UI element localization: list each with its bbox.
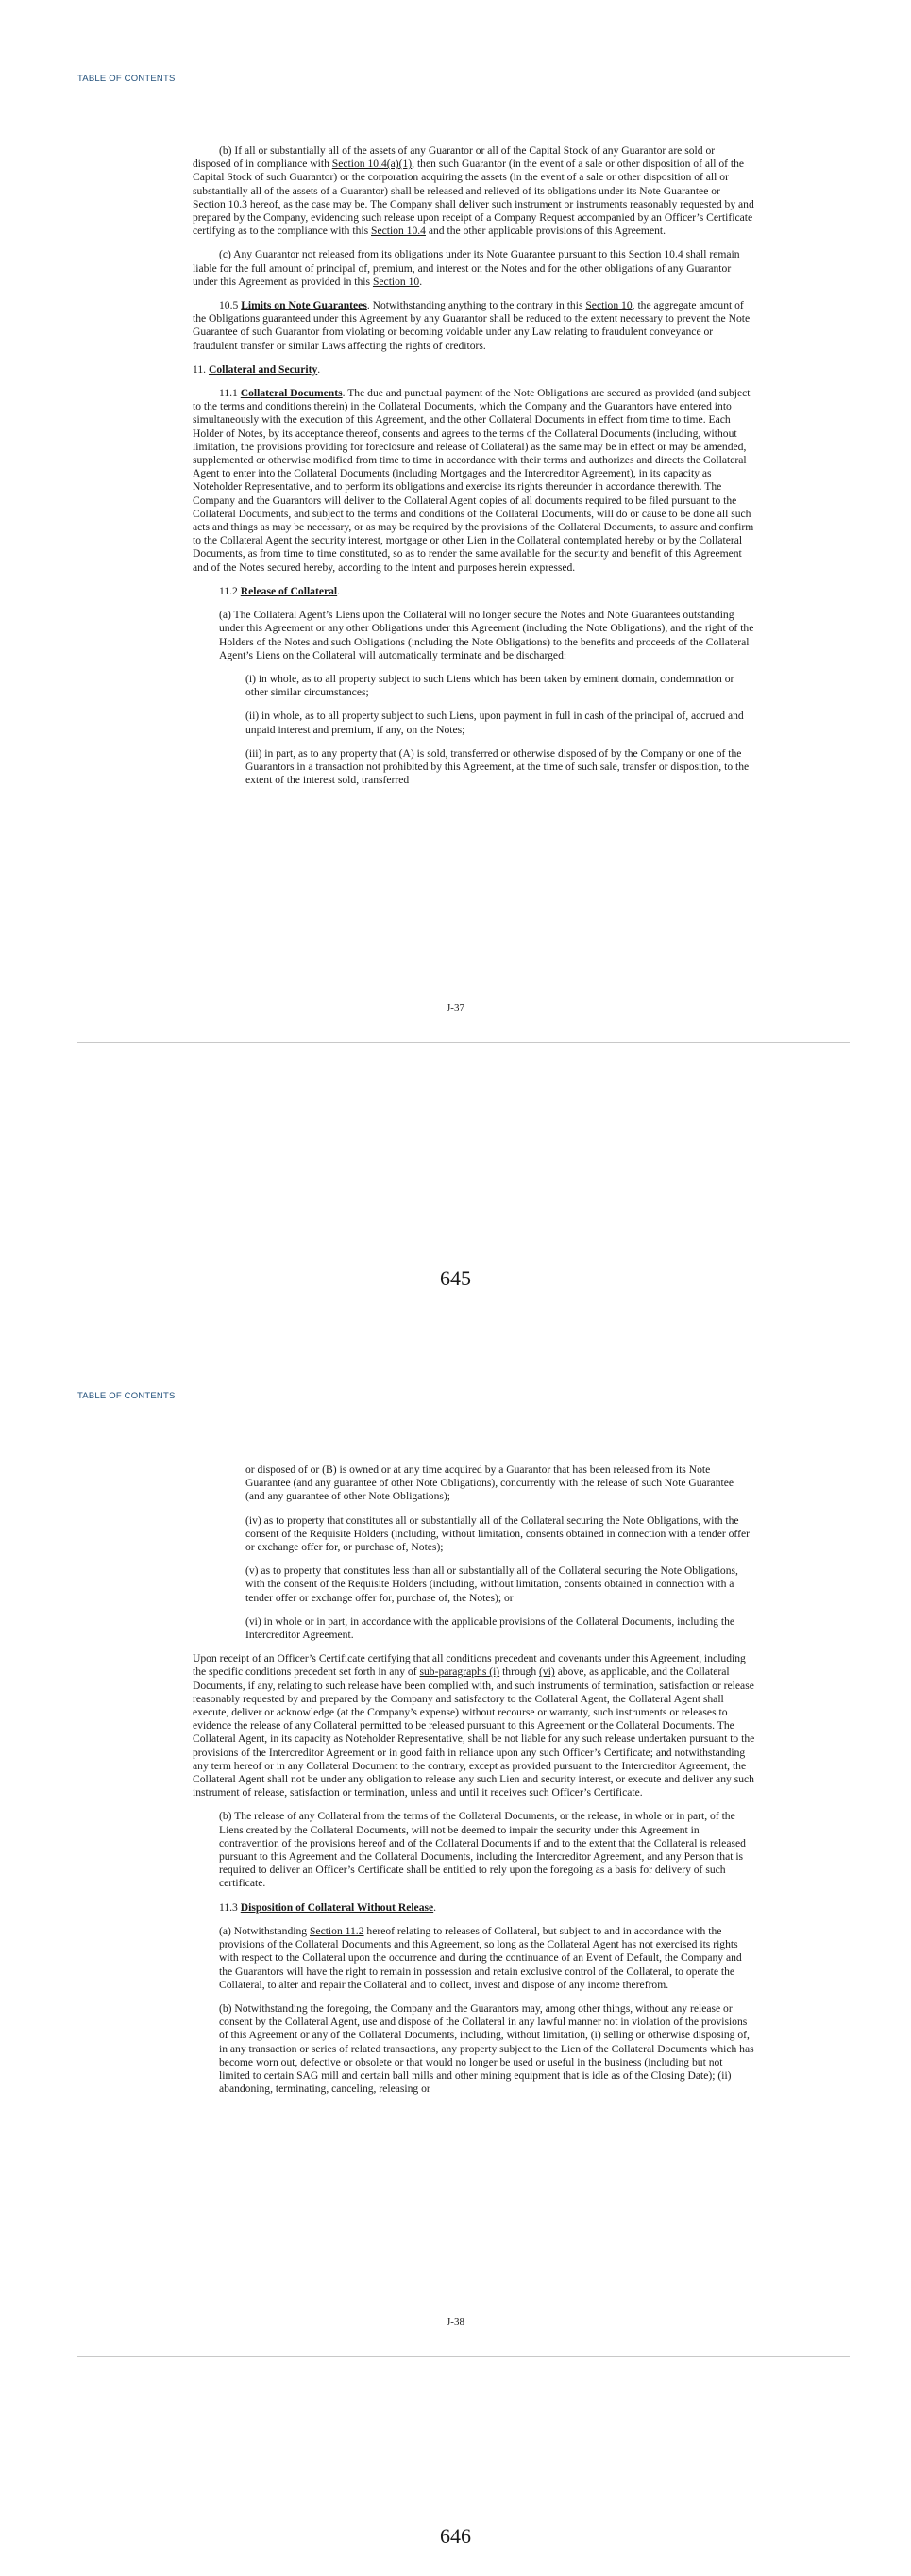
paragraph-11-3-a: (a) Notwithstanding Section 11.2 hereof relating to releases of Collateral, but subject to and in accordance with the provisions of the Collateral Documents and this Agreement, so long as the Collateral Agent has not exercised its rights with respect to the Collateral upon the occurrence and during the continuance of an Event of Default, the Company and the Guarantors will have the right to remain in possession and retain exclusive control of the Collateral, to operate the Collateral, to alter and repair the Collateral and to collect, invest and dispose of any income therefrom. — [219, 1924, 742, 1991]
clause-ii: (ii) in whole, as to all property subject to such Liens, upon payment in full in cash of the principal of, accrued and unpaid interest and premium, if any, on the Notes; — [245, 710, 744, 736]
paragraph-10-4-c: (c) Any Guarantor not released from its obligations under its Note Guarantee pursuant to this Section 10.4 shall remain liable for the full amount of principal of, premium, and interest on the Notes and for the other obligations of any Guarantor under this Agreement as provided in this Section 10. — [193, 248, 740, 288]
section-11-1: 11.1 Collateral Documents. The due and punctual payment of the Note Obligations are secured as provided (and subject to the terms and conditions therein) in the Collateral Documents, which the Company and the Guarantors have entered into simultaneously with the execution of this Agreement, and the other Collateral Documents in effect from time to time. Each Holder of Notes, by its acceptance thereof, consents and agrees to the terms of the Collateral Documents (including, without limitation, the provisions providing for foreclosure and release of Collateral) as the same may be in effect or may be amended, supplemented or otherwise modified from time to time in accordance with their terms and authorizes and directs the Collateral Agent to enter into the Collateral Documents (including Mortgages and the Intercreditor Agreement), in its capacity as Noteholder Representative, and to perform its obligations and exercise its rights thereunder in accordance therewith. The Company and the Guarantors will deliver to the Collateral Agent copies of all documents required to be filed pursuant to the Collateral Documents, and subject to the terms and conditions of the Collateral Documents, will do or cause to be done all such acts and things as may be necessary, or as may be required by the provisions of the Collateral Documents, to assure and confirm to the Collateral Agent the security interest, mortgage or other Lien in the Collateral contemplated hereby or by the Collateral Documents, as from time to time constituted, so as to render the same available for the security and benefit of this Agreement and of the Notes secured hereby, according to the intent and purposes herein expressed. — [193, 387, 754, 574]
section-11-heading: 11. Collateral and Security. — [193, 362, 321, 376]
clause-i: (i) in whole, as to all property subject to such Liens which has been taken by eminent domain, condemnation or other similar circumstances; — [245, 672, 734, 699]
section-link[interactable]: Section 10 — [585, 299, 633, 312]
page-2-body — [193, 1464, 755, 2106]
page-divider — [77, 2356, 850, 2357]
section-link[interactable]: Section 10.4 — [371, 225, 426, 238]
page-1-body — [193, 144, 755, 797]
paragraph-11-3-b: (b) Notwithstanding the foregoing, the Company and the Guarantors may, among other things, without any release or consent by the Collateral Agent, use and dispose of the Collateral in any lawful manner not in violation of the provisions of this Agreement or any of the Collateral Documents, including, without limitation, (i) selling or otherwise disposing of, in any transaction or series of related transactions, any property subject to the Lien of the Collateral Documents which has become worn out, defective or obsolete or that would no longer be used or useful in the business (including but not limited to certain SAG mill and certain ball mills and other mining equipment that is idle as of the Closing Date); (ii) abandoning, terminating, canceling, releasing or — [219, 2001, 754, 2096]
section-link[interactable]: Section 11.2 — [309, 1924, 364, 1937]
section-11-3-heading: 11.3 Disposition of Collateral Without Release. — [219, 1900, 437, 1914]
paragraph-11-2-a: (a) The Collateral Agent’s Liens upon the Collateral will no longer secure the Notes and Note Guarantees outstanding under this Agreement or any other Obligations under this Agreement (including the Note Obligations), and the right of the Holders of the Notes and such Obligations (including the Note Obligations) to the benefits and proceeds of the Collateral Agent’s Liens on the Collateral will automatically terminate and be discharged: — [219, 609, 754, 661]
table-of-contents-link[interactable]: TABLE OF CONTENTS — [77, 1391, 176, 1401]
section-11-2-heading: 11.2 Release of Collateral. — [219, 584, 341, 597]
section-link[interactable]: Section 10.4 — [628, 248, 683, 261]
clause-iii-continued: or disposed of or (B) is owned or at any time acquired by a Guarantor that has been released from its Note Guarantee (and any guarantee of other Note Obligations), concurrently with the release of such Note Guarantee (and any guarantee of other Note Obligations); — [245, 1464, 734, 1503]
section-heading: Limits on Note Guarantees — [241, 299, 367, 312]
section-link[interactable]: Section 10.3 — [193, 197, 247, 210]
page-divider — [77, 1042, 850, 1043]
paragraph-10-4-b: (b) If all or substantially all of the assets of any Guarantor or all of the Capital Stock of any Guarantor are sold or disposed of in compliance with Section 10.4(a)(1), then such Guarantor (in the event of a sale or other disposition of all of the Capital Stock of such Guarantor) or the corporation acquiring the assets (in the event of a sale or other disposition of all or substantially all of the assets of a Guarantor) shall be released and relieved of its obligations under its Note Guarantee or Section 10.3 hereof, as the case may be. The Company shall deliver such instrument or instruments reasonably requested by and prepared by the Company, evidencing such release upon receipt of a Company Request accompanied by an Officer’s Certificate certifying as to the compliance with this Section 10.4 and the other applicable provisions of this Agreement. — [193, 144, 754, 238]
clause-vi: (vi) in whole or in part, in accordance with the applicable provisions of the Collateral Documents, including the Intercreditor Agreement. — [245, 1614, 735, 1642]
section-heading: Collateral Documents — [240, 387, 343, 400]
page-number: 645 — [440, 1266, 471, 1290]
section-10-5: 10.5 Limits on Note Guarantees. Notwithstanding anything to the contrary in this Section 10, the aggregate amount of the Obligations guaranteed under this Agreement by any Guarantor shall be reduced to the extent necessary to prevent the Note Guarantee of such Guarantor from violating or becoming voidable under any Law relating to fraudulent conveyance or fraudulent transfer or similar Laws affecting the rights of creditors. — [193, 299, 751, 352]
paragraph-11-2-b: (b) The release of any Collateral from the terms of the Collateral Documents, or the release, in whole or in part, of the Liens created by the Collateral Documents, will not be deemed to impair the security under this Agreement in contravention of the provisions hereof and of the Collateral Documents if and to the extent that the Collateral is released pursuant to this Agreement and the Collateral Documents, including the Intercreditor Agreement, and any Person that is required to deliver an Officer’s Certificate shall be entitled to rely upon the foregoing as a basis for delivery of such certificate. — [219, 1810, 746, 1890]
clause-iii: (iii) in part, as to any property that (A) is sold, transferred or otherwise disposed of by the Company or one of the Guarantors in a transaction not prohibited by this Agreement, at the time of such sale, transfer or disposition, to the extent of the interest sold, transferred — [245, 746, 750, 787]
page-footer: J-37 — [447, 1002, 464, 1013]
section-link[interactable]: (vi) — [539, 1665, 555, 1679]
table-of-contents-link[interactable]: TABLE OF CONTENTS — [77, 74, 176, 84]
section-link[interactable]: Section 10.4(a)(1) — [331, 158, 413, 171]
section-link[interactable]: Section 10 — [372, 275, 420, 288]
clause-iv: (iv) as to property that constitutes all or substantially all of the Collateral securing the Note Obligations, with the consent of the Requisite Holders (including, without limitation, consents obtained in connection with a tender offer or exchange offer for, or purchase of, Notes); — [245, 1514, 750, 1554]
section-link[interactable]: sub-paragraphs (i) — [419, 1665, 500, 1679]
paragraph-upon-receipt: Upon receipt of an Officer’s Certificate certifying that all conditions precedent and covenants under this Agreement, including the specific conditions precedent set forth in any of sub-paragraphs (i) through (vi) above, as applicable, and the Collateral Documents, if any, relating to such release have been complied with, and such instruments of termination, satisfaction or release reasonably requested by and prepared by the Company and satisfactory to the Collateral Agent, the Collateral Agent shall execute, deliver or acknowledge (at the Company’s expense) without recourse or warranty, such instruments or releases to evidence the release of any Collateral permitted to be released pursuant to this Agreement or the Collateral Documents. The Collateral Agent, in its capacity as Noteholder Representative, shall be not liable for any such release undertaken pursuant to the provisions of the Intercreditor Agreement or in good faith in reliance upon any such Officer’s Certificate; and notwithstanding any term hereof or in any Collateral Document to the contrary, except as provided pursuant to the Intercreditor Agreement, the Collateral Agent shall not be under any obligation to release any such Lien and security interest, or execute and deliver any such instrument of release, satisfaction or termination, unless and until it receives such Officer’s Certificate. — [193, 1652, 755, 1799]
page-number: 646 — [440, 2524, 471, 2548]
page-footer: J-38 — [447, 2317, 464, 2328]
clause-v: (v) as to property that constitutes less than all or substantially all of the Collateral securing the Note Obligations, with the consent of the Requisite Holders (including, without limitation, consents obtained in connection with a tender offer or exchange offer for, purchase of, the Notes); or — [245, 1564, 738, 1604]
